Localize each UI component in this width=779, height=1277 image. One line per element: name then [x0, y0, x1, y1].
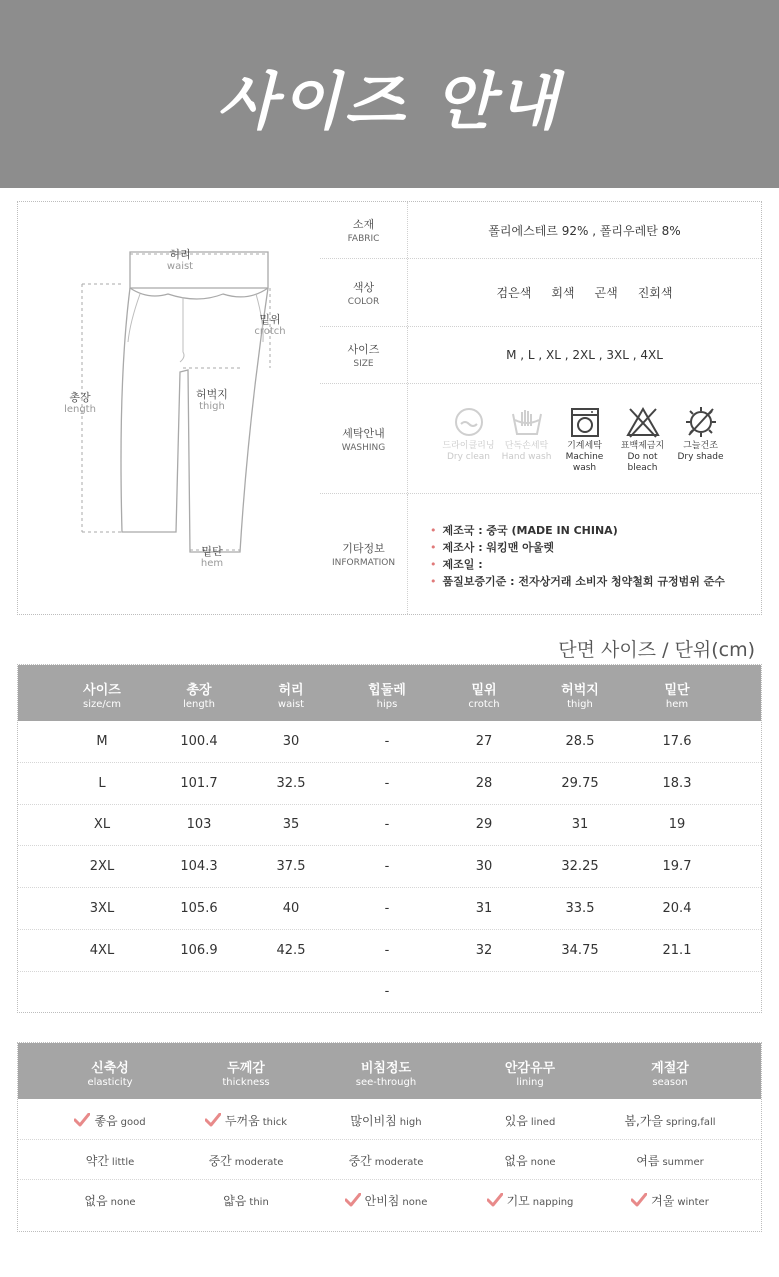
color-option: 회색 — [551, 286, 575, 300]
size-table-cell: - — [384, 775, 390, 791]
size-table-row — [18, 721, 761, 763]
size-table-cell: 27 — [475, 734, 493, 749]
size-table-cell: - — [384, 984, 390, 1000]
size-table-cell: L — [98, 775, 106, 791]
size-table-cell: - — [384, 859, 390, 875]
wash-item-dry-shade: 그늘건조 Dry shade — [672, 403, 730, 473]
size-table-cell: M — [96, 734, 108, 749]
feel-option: 두꺼움 thick — [176, 1112, 316, 1129]
machine-wash-icon — [569, 406, 601, 438]
size-table-cell: 37.5 — [276, 859, 306, 875]
size-table-cell: - — [384, 734, 390, 749]
size-table-cell: 18.3 — [662, 775, 692, 791]
color-option: 진회색 — [637, 286, 673, 300]
size-table-cell: - — [384, 900, 390, 916]
crotch-label: 밑위 crotch — [254, 313, 286, 338]
size-table-cell: 29 — [475, 817, 493, 833]
size-table-cell: 30 — [475, 859, 493, 875]
feel-option: 겨울 winter — [600, 1192, 740, 1209]
size-table-cell: 19 — [668, 817, 686, 833]
color-row — [320, 259, 761, 327]
page-title: 사이즈 안내 — [216, 65, 563, 138]
size-table-cell: 31 — [571, 817, 589, 833]
size-table-cell: 35 — [282, 817, 300, 833]
thigh-label: 허벅지 thigh — [196, 388, 228, 413]
size-table-cell: 31 — [475, 900, 493, 916]
feel-table-header — [18, 1043, 761, 1099]
size-table-cell: 30 — [282, 734, 300, 749]
size-table-row — [18, 846, 761, 888]
color-label: 색상 COLOR — [320, 259, 408, 326]
size-table-cell: 42.5 — [276, 942, 306, 958]
length-label: 총장 length — [64, 391, 96, 416]
size-table-cell: 101.7 — [180, 775, 218, 791]
title-banner — [0, 0, 779, 188]
pants-diagram — [18, 202, 320, 614]
fabric-value: 폴리에스테르 92% , 폴리우레탄 8% — [488, 223, 681, 238]
washing-row — [320, 384, 761, 494]
check-icon — [345, 1193, 361, 1207]
feel-option: 없음 none — [504, 1154, 556, 1168]
wash-item-machine-wash: 기계세탁 Machine wash — [556, 403, 614, 473]
size-table-row — [18, 804, 761, 846]
feel-option: 많이비침 high — [350, 1114, 422, 1128]
size-table-cell: 32.5 — [276, 775, 306, 791]
size-header-cell: 사이즈 size/cm — [83, 683, 121, 710]
feel-option: 중간 moderate — [208, 1154, 284, 1168]
hem-label: 밑단 hem — [200, 545, 224, 570]
size-table-row — [18, 763, 761, 805]
feel-table-row — [18, 1180, 761, 1220]
check-icon — [487, 1193, 503, 1207]
washing-label: 세탁안내 WASHING — [320, 384, 408, 493]
size-table-row — [18, 888, 761, 930]
size-table-cell: 33.5 — [565, 900, 595, 916]
size-table-cell: 40 — [282, 900, 300, 916]
feel-header-cell: 두께감 thickness — [222, 1061, 270, 1088]
size-table-row — [18, 971, 761, 1013]
color-option: 곤색 — [594, 286, 618, 300]
size-table-cell: 103 — [186, 817, 212, 833]
etc-line: • 제조사 : 워킹맨 아울렛 — [430, 539, 725, 556]
size-table-cell: 105.6 — [180, 900, 218, 916]
size-table-cell: 104.3 — [180, 859, 218, 875]
size-section-title: 단면 사이즈 / 단위(cm) — [558, 639, 755, 661]
etc-label: 기타정보 INFORMATION — [320, 494, 408, 614]
size-table-cell: 32 — [475, 942, 493, 958]
etc-values — [408, 494, 761, 614]
size-table-cell: 17.6 — [662, 734, 692, 749]
feel-option: 약간 little — [85, 1154, 135, 1168]
dry-shade-icon — [684, 405, 718, 439]
size-table-cell: 28.5 — [565, 734, 595, 749]
size-header-cell: 허리 waist — [277, 683, 305, 710]
check-icon — [205, 1113, 221, 1127]
size-header-cell: 밑단 hem — [664, 683, 690, 710]
fabric-label: 소재 FABRIC — [320, 202, 408, 258]
size-table-cell: 4XL — [89, 942, 115, 958]
size-table-cell: 21.1 — [662, 942, 692, 958]
check-icon — [74, 1113, 90, 1127]
feel-option: 봄,가을 spring,fall — [624, 1114, 716, 1128]
size-table-cell: 29.75 — [561, 775, 599, 791]
wash-item-dry-clean: 드라이클리닝 Dry clean — [440, 403, 498, 473]
size-label: 사이즈 SIZE — [320, 327, 408, 383]
feel-header-cell: 안감유무 lining — [504, 1061, 556, 1088]
size-table-cell: - — [384, 942, 390, 958]
size-table-cell: 106.9 — [180, 942, 218, 958]
feel-header-cell: 계절감 season — [651, 1061, 689, 1088]
feel-option: 없음 none — [84, 1194, 136, 1208]
feel-header-cell: 비침정도 see-through — [355, 1061, 417, 1088]
size-table-cell: XL — [93, 817, 111, 833]
size-header-cell: 힙둘레 hips — [368, 683, 406, 710]
size-value: M , L , XL , 2XL , 3XL , 4XL — [506, 348, 663, 362]
size-table-row — [18, 930, 761, 972]
fabric-row — [320, 202, 761, 259]
dry-clean-icon — [453, 406, 485, 438]
size-header-cell: 허벅지 thigh — [561, 683, 599, 710]
color-option: 검은색 — [496, 286, 532, 300]
size-row — [320, 327, 761, 384]
feel-header-cell: 신축성 elasticity — [87, 1061, 133, 1088]
feel-option: 여름 summer — [636, 1154, 704, 1168]
feel-option: 중간 moderate — [348, 1154, 424, 1168]
feel-option: 안비침 none — [316, 1192, 456, 1209]
wash-item-hand-wash: 단독손세탁 Hand wash — [498, 403, 556, 473]
feel-option: 있음 lined — [504, 1114, 556, 1128]
wash-item-no-bleach: 표백제금지 Do not bleach — [614, 403, 672, 473]
washing-values — [408, 384, 761, 493]
size-header-cell: 밑위 crotch — [468, 683, 500, 710]
fabric-feel-table — [17, 1042, 762, 1232]
size-table-header — [18, 665, 761, 721]
size-table-cell: 28 — [475, 775, 493, 791]
size-header-cell: 총장 length — [183, 683, 215, 710]
etc-line: • 품질보증기준 : 전자상거래 소비자 청약철회 규정범위 준수 — [430, 573, 725, 590]
size-table-cell: 2XL — [89, 859, 115, 875]
size-table-cell: 100.4 — [180, 734, 218, 749]
size-table — [17, 664, 762, 1013]
check-icon — [631, 1193, 647, 1207]
hand-wash-icon — [510, 406, 544, 438]
size-table-cell: - — [384, 817, 390, 833]
feel-option: 좋음 good — [40, 1112, 180, 1129]
size-table-cell: 3XL — [89, 900, 115, 916]
feel-option: 기모 napping — [460, 1192, 600, 1209]
etc-line: • 제조국 : 중국 (MADE IN CHINA) — [430, 522, 725, 539]
no-bleach-icon — [626, 406, 660, 438]
product-info-box — [17, 201, 762, 615]
waist-label: 허리 waist — [166, 248, 194, 273]
color-values — [408, 259, 761, 326]
size-table-cell: 32.25 — [561, 859, 599, 875]
size-table-cell: 34.75 — [561, 942, 599, 958]
feel-table-row — [18, 1140, 761, 1180]
etc-row — [320, 494, 761, 614]
size-table-cell: 19.7 — [662, 859, 692, 875]
size-table-cell: 20.4 — [662, 900, 692, 916]
feel-table-row — [18, 1100, 761, 1140]
etc-line: • 제조일 : — [430, 556, 725, 573]
feel-option: 얇음 thin — [223, 1194, 269, 1208]
